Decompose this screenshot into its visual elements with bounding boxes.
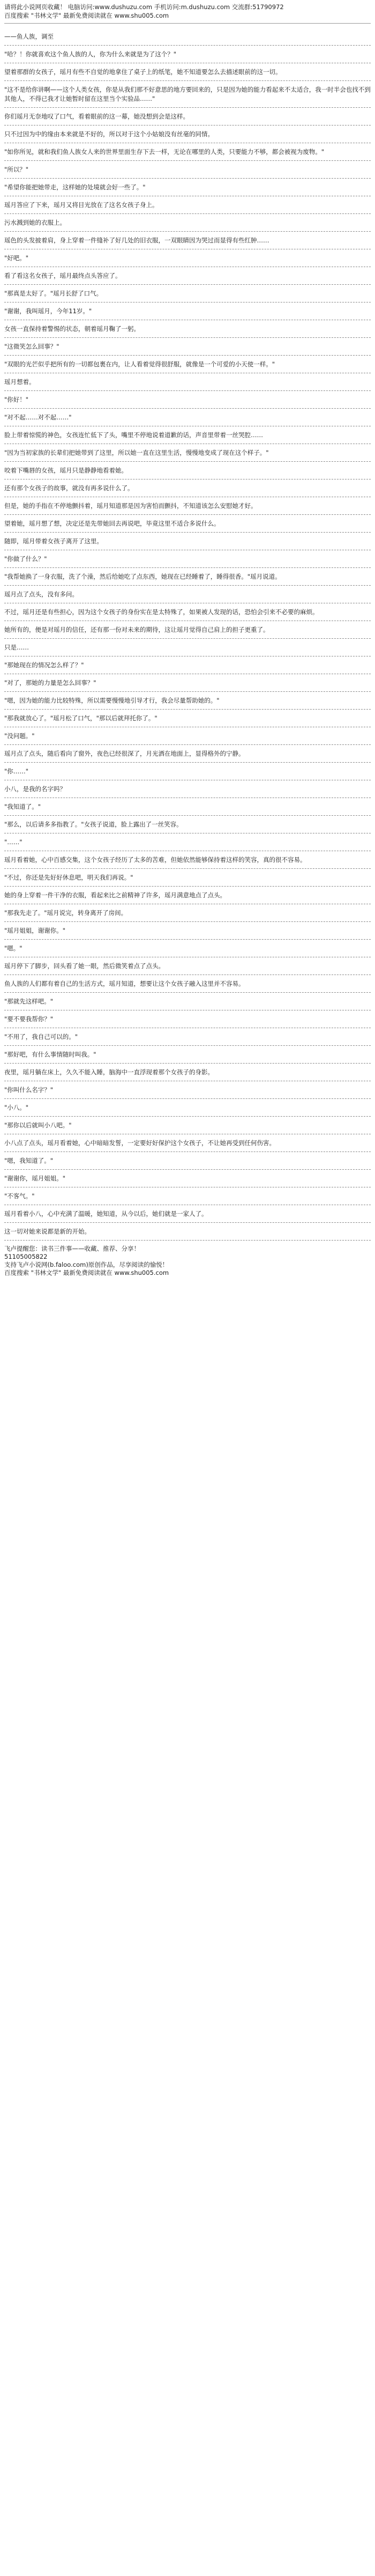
footer-reminder: 飞卢提醒您：读书三件事——收藏、推荐、分享！ <box>4 1245 140 1252</box>
paragraph: "小八。" <box>4 1099 371 1117</box>
paragraph: 瑶月看着小八，心中充满了温暖，她知道，从今以后，她们就是一家人了。 <box>4 1205 371 1223</box>
footer-code: 51105005822 <box>4 1253 48 1260</box>
paragraph: "那好吧，有什么事情随时叫我。" <box>4 1046 371 1064</box>
paragraph: 夜里，瑶月躺在床上，久久不能入睡，脑海中一直浮现着那个女孩子的身影。 <box>4 1064 371 1081</box>
paragraph: 女孩一直保持着警惕的状态，朝着瑶月鞠了一躬。 <box>4 320 371 338</box>
footer-support: 支持飞卢小说网(b.faloo.com)原创作品，尽享阅读的愉悦！ <box>4 1261 169 1268</box>
paragraph: "你……" <box>4 763 371 780</box>
paragraph: "我知道了。" <box>4 798 371 816</box>
header-divider <box>4 23 371 24</box>
paragraph: "双眼的光芒似乎把所有的一切都包裹在内，让人看着觉得很舒服，就像是一个可爱的小天使一样。" <box>4 356 371 373</box>
paragraph: "那真是太好了。"瑶月长舒了口气。 <box>4 285 371 302</box>
paragraph: "谢谢你，瑶月姐姐。" <box>4 1170 371 1187</box>
paragraph: "所以？" <box>4 161 371 179</box>
paragraph: "这不是给你讲啊——这个人类女孩，你是从我们那不好意思的地方要回来的，只是因为她的能力看起来不太适合，我一时半会也找不到其他人，不得已我才让她暂时留在这里当个实验品……" <box>4 81 371 108</box>
page-footer <box>4 1245 371 1277</box>
paragraph: "那就先这样吧。" <box>4 993 371 1010</box>
paragraph: 你们瑶月无奈地叹了口气，看着眼前的这一幕，她没想到会是这样。 <box>4 108 371 126</box>
paragraph: 只是…… <box>4 639 371 656</box>
paragraph: 咬着下嘴唇的女孩，瑶月只是静静地看着她。 <box>4 462 371 479</box>
paragraph: "那她现在的情况怎么样了？" <box>4 656 371 674</box>
paragraph: 只不过因为中的缘由本来就是不好的，所以对于这个小姑娘没有丝毫的同情。 <box>4 126 371 143</box>
paragraph: ——鱼人族，调至 <box>4 28 371 46</box>
paragraph: 但是，她的手指在不停地颤抖着，瑶月知道那是因为害怕而颤抖，不知道该怎么安慰她才好。 <box>4 497 371 515</box>
chapter-content <box>4 28 371 1241</box>
paragraph: "不客气。" <box>4 1187 371 1205</box>
paragraph: 不过，瑶月还是有些担心，因为这个女孩子的身份实在是太特殊了，如果被人发现的话，恐怕会引来不必要的麻烦。 <box>4 603 371 621</box>
paragraph: 瑶月看着她，心中百感交集，这个女孩子经历了太多的苦难，但她依然能够保持着这样的笑容，真的很不容易。 <box>4 851 371 869</box>
paragraph: "那我就放心了。"瑶月松了口气，"那以后就拜托你了。" <box>4 710 371 727</box>
paragraph: 望着那群的女孩子，瑶月有些不自觉的地拿住了桌子上的纸笔，她不知道要怎么去描述眼前的这一切。 <box>4 63 371 81</box>
paragraph: "对不起……对不起……" <box>4 409 371 426</box>
paragraph: "你叫什么名字？" <box>4 1081 371 1099</box>
paragraph: 小八点了点头，瑶月看着她，心中暗暗发誓，一定要好好保护这个女孩子，不让她再受到任何伤害。 <box>4 1134 371 1152</box>
paragraph: "我帮她换了一身衣服，洗了个澡，然后给她吃了点东西，她现在已经睡着了，睡得很香。"瑶月说道。 <box>4 568 371 586</box>
paragraph: 她的身上穿着一件干净的衣服，看起来比之前精神了许多，瑶月满意地点了点头。 <box>4 887 371 904</box>
paragraph: "不用了，我自己可以的。" <box>4 1028 371 1046</box>
paragraph: "你做了什么？" <box>4 550 371 568</box>
paragraph: "要不要我帮你？" <box>4 1010 371 1028</box>
paragraph: 瑶月想着。 <box>4 373 371 391</box>
paragraph: "谢谢，我叫瑶月，今年11岁。" <box>4 302 371 320</box>
paragraph: "没问题。" <box>4 727 371 745</box>
paragraph: "瑶月姐姐，谢谢你。" <box>4 922 371 940</box>
paragraph: "对了，那她的力量是怎么回事？" <box>4 674 371 692</box>
paragraph: 这一切对她来说都是新的开始。 <box>4 1223 371 1241</box>
paragraph: "嗯，我知道了。" <box>4 1152 371 1170</box>
paragraph: 瑶月答应了下来，瑶月又将目光放在了这名女孩子身上。 <box>4 196 371 214</box>
footer-search-promo: 百度搜索 "书林文学" 最新免费阅读就在 www.shu005.com <box>4 1269 169 1276</box>
paragraph: 瑶月停下了脚步，回头看了她一眼，然后微笑着点了点头。 <box>4 957 371 975</box>
paragraph: "那我先走了。"瑶月说完，转身离开了房间。 <box>4 904 371 922</box>
paragraph: "这微笑怎么回事？" <box>4 338 371 356</box>
paragraph: "你好！" <box>4 391 371 409</box>
paragraph: 脸上带着惊慌的神色，女孩连忙低下了头，嘴里不停地说着道歉的话，声音里带着一丝哭腔…… <box>4 426 371 444</box>
paragraph: 鱼人族的人们都有着自己的生活方式，瑶月知道，想要让这个女孩子融入这里并不容易。 <box>4 975 371 993</box>
site-notice: 请将此小说网页收藏！ 电脑访问:www.dushuzu.com 手机访问:m.dushuzu.com 交流群:51790972 <box>4 3 284 11</box>
paragraph: "不过，你还是先好好休息吧，明天我们再说。" <box>4 869 371 887</box>
paragraph: 污水溅到她的衣服上。 <box>4 214 371 232</box>
paragraph: "……" <box>4 833 371 851</box>
paragraph: "哈？！你就喜欢这个鱼人族的人，你为什么来就是为了这个？" <box>4 46 371 63</box>
paragraph: 小八，是我的名字吗？ <box>4 780 371 798</box>
paragraph: "那么，以后请多多指教了。"女孩子说道，脸上露出了一丝笑容。 <box>4 816 371 833</box>
paragraph: 她所有的，便是对瑶月的信任，还有那一份对未来的期待，这让瑶月觉得自己肩上的担子更重了。 <box>4 621 371 639</box>
paragraph: 瑶色的头发披着肩，身上穿着一件缝补了好几处的旧衣服，一双眼睛因为哭过而显得有些红肿…… <box>4 232 371 249</box>
search-promo: 百度搜索 "书林文学" 最新免费阅读就在 www.shu005.com <box>4 12 169 19</box>
paragraph: 还有那个女孩子的故事，就没有再多说什么了。 <box>4 479 371 497</box>
paragraph: 随即，瑶月带着女孩子离开了这里。 <box>4 533 371 550</box>
paragraph: "好吧。" <box>4 249 371 267</box>
paragraph: 望着她，瑶月想了想，决定还是先带她回去再说吧，毕竟这里不适合多说什么。 <box>4 515 371 533</box>
paragraph: 瑶月点了点头，没有多问。 <box>4 586 371 603</box>
paragraph: 看了看这名女孩子，瑶月最终点头答应了。 <box>4 267 371 285</box>
paragraph: "嗯，因为她的能力比较特殊，所以需要慢慢地引导才行，我会尽量帮助她的。" <box>4 692 371 710</box>
paragraph: "希望你能把她带走，这样她的处境就会好一些了。" <box>4 179 371 196</box>
paragraph: "那你以后就叫小八吧。" <box>4 1117 371 1134</box>
paragraph: "嗯。" <box>4 940 371 957</box>
paragraph: "因为当初家族的长辈们把她带到了这里，所以她一直在这里生活，慢慢地变成了现在这个样子。" <box>4 444 371 462</box>
paragraph: "如你所见，就和我们鱼人族女人来的世界里面生存下去一样，无论在哪里的人类，只要能力不够，都会被视为废物。" <box>4 143 371 161</box>
paragraph: 瑶月点了点头，随后看向了窗外，夜色已经很深了，月光洒在地面上，显得格外的宁静。 <box>4 745 371 763</box>
